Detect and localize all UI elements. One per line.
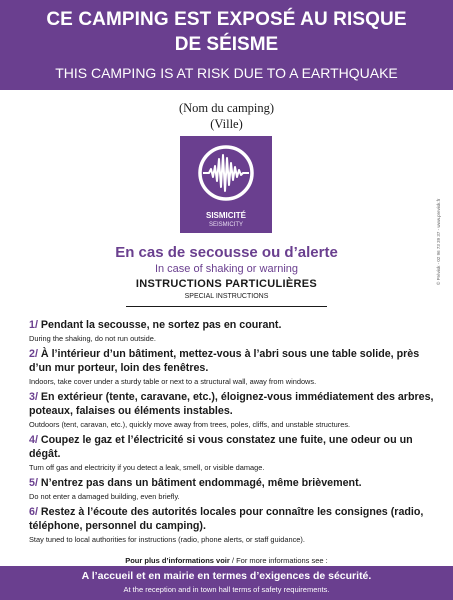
title-english: THIS CAMPING IS AT RISK DUE TO A EARTHQUAKE [55, 65, 398, 81]
instruction-number: 1/ [29, 319, 38, 331]
instruction-fr [29, 433, 444, 461]
section-title-fr: En cas de secousse ou d’alerte [115, 244, 338, 261]
more-info-line [0, 556, 453, 565]
instruction-text-en: During the shaking, do not run outside. [29, 334, 156, 343]
instruction-number: 6/ [29, 506, 38, 518]
more-info-fr: Pour plus d’informations voir [125, 556, 230, 565]
instruction-number: 4/ [29, 434, 38, 446]
instruction-text-fr: Coupez le gaz et l’électricité si vous constatez une fuite, une odeur ou un dégât. [29, 434, 413, 460]
seismicity-pictogram [180, 136, 272, 233]
instruction-text-fr: N’entrez pas dans un bâtiment endommagé, même brièvement. [37, 477, 362, 489]
section-title-en: In case of shaking or warning [154, 263, 299, 275]
instruction-text-en: Do not enter a damaged building, even briefly. [29, 492, 180, 501]
footer-banner [0, 566, 453, 600]
instruction-number: 2/ [29, 348, 38, 360]
instruction-number: 3/ [29, 391, 38, 403]
divider [126, 306, 327, 307]
instruction-fr [29, 318, 444, 332]
more-info-en: / For more informations see : [229, 556, 328, 565]
instruction-text-en: Turn off gas and electricity if you detect a leak, smell, or visible damage. [29, 463, 265, 472]
instruction-fr [29, 347, 444, 375]
instruction-item-1 [29, 318, 444, 344]
instruction-text-en: Outdoors (tent, caravan, etc.), quickly move away from trees, poles, cliffs, and unstable structures. [29, 420, 351, 429]
instruction-text-en: Stay tuned to local authorities for instructions (radio, phone alerts, or staff guidance). [29, 535, 305, 544]
instruction-number: 5/ [29, 477, 38, 489]
footer-line-en: At the reception and in town hall terms of safety requirements. [123, 585, 330, 594]
footer-line-fr: A l’accueil et en mairie en termes d’exigences de sécurité. [81, 570, 372, 582]
instruction-fr [29, 390, 444, 418]
instruction-item-3 [29, 390, 444, 430]
header-banner [0, 0, 453, 90]
instruction-item-5 [29, 476, 444, 502]
instruction-text-fr: À l’intérieur d’un bâtiment, mettez-vous à l’abri sous une table solide, près d’un mur porteur, loin des fenêtres. [29, 348, 420, 374]
instruction-item-4 [29, 433, 444, 473]
instruction-text-fr: En extérieur (tente, caravane, etc.), éloignez-vous immédiatement des arbres, poteaux, falaises ou éléments instables. [29, 391, 434, 417]
instructions-heading-fr: INSTRUCTIONS PARTICULIÈRES [135, 278, 318, 290]
seismogram-icon [197, 144, 255, 202]
pictogram-label-fr: SISMICITÉ [205, 211, 246, 220]
camping-name-placeholder: (Nom du camping) [178, 101, 275, 115]
instruction-item-2 [29, 347, 444, 387]
instruction-fr [29, 476, 444, 490]
instruction-text-fr: Restez à l’écoute des autorités locales pour connaître les consignes (radio, téléphone, personnel du camping). [29, 506, 424, 532]
pictogram-label-en: SEISMICITY [208, 222, 243, 228]
title-line-1: CE CAMPING EST EXPOSÉ AU RISQUE [46, 9, 407, 30]
instruction-item-6 [29, 505, 444, 545]
instruction-text-en: Indoors, take cover under a sturdy table or next to a structural wall, away from windows. [29, 377, 317, 386]
city-placeholder: (Ville) [210, 117, 243, 131]
instruction-text-fr: Pendant la secousse, ne sortez pas en courant. [37, 319, 282, 331]
title-line-2: DE SÉISME [174, 34, 279, 55]
instruction-fr [29, 505, 444, 533]
instructions-heading-en: SPECIAL INSTRUCTIONS [184, 293, 269, 300]
side-credit: © Prévisk - 02 96 73 39 37 - www.previsk.fr [436, 198, 441, 285]
